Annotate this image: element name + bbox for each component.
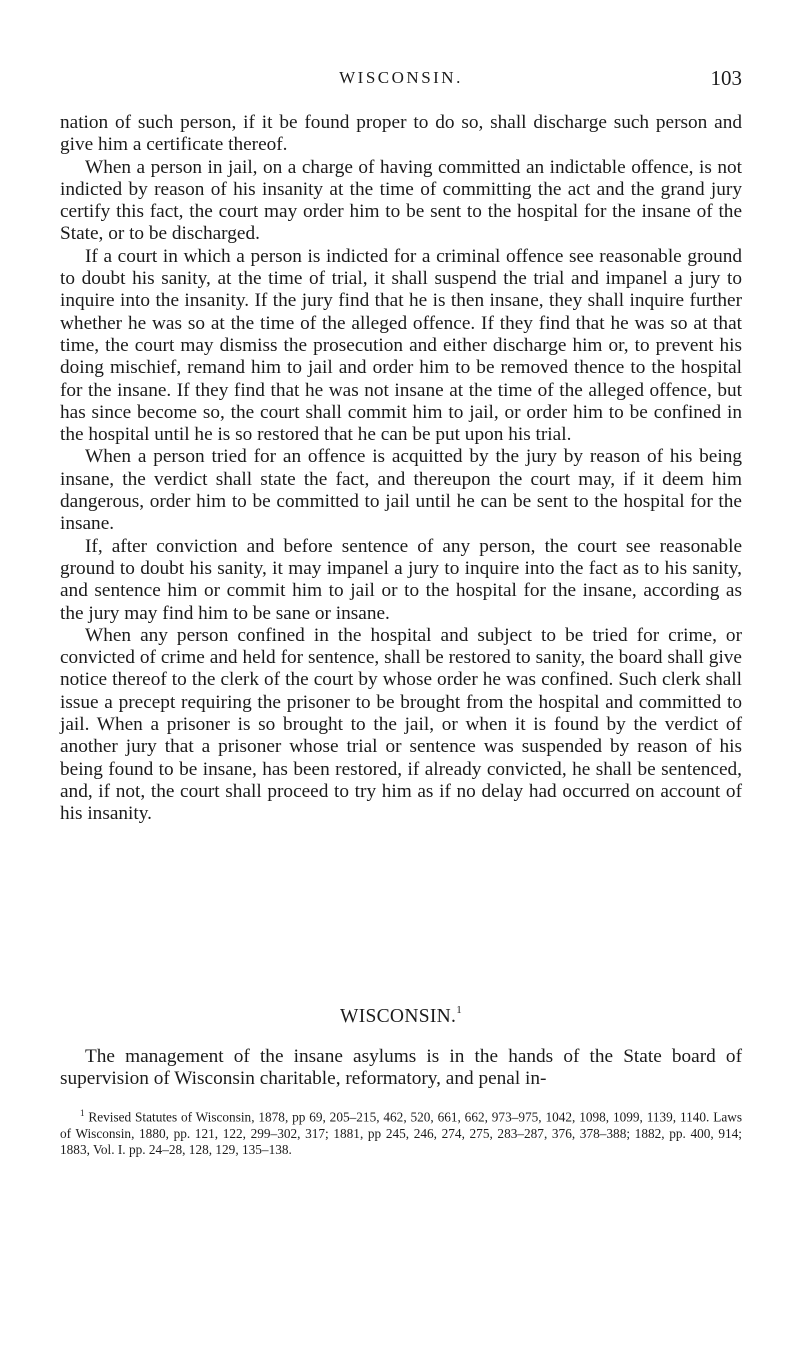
footnote [60, 1105, 742, 1159]
footnote-marker: 1 [80, 1108, 85, 1118]
section-heading [60, 1006, 742, 1028]
footnote-text: Revised Statutes of Wisconsin, 1878, pp 69, 205–215, 462, 520, 661, 662, 973–975, 1042, 1098, 1099, 1139, 1140. Laws of Wisconsin, 1880, pp. 121, 122, 299–302, 317; 1881, pp 245, 246, 274, 275, 283–287, 376, 378–388; 1882, pp. 400, 914; 1883, Vol. I. pp. 24–28, 128, 129, 135–138. [60, 1109, 743, 1158]
section-heading-text: WISCONSIN. [339, 1006, 457, 1027]
running-title: WISCONSIN. [339, 68, 463, 87]
paragraph: When any person confined in the hospital and subject to be tried for crime, or convicted of crime and held for sentence, shall be restored to sanity, the board shall give notice thereof to the clerk of the court by whose order he was confined. Such clerk shall issue a precept requiring the prisoner to be brought from the hospital and committed to jail. When a prisoner is so brought to the jail, or when it is found by the verdict of another jury that a prisoner whose trial or sentence was suspended by reason of his being found to be insane, has been restored, if already convicted, he shall be sentenced, and, if not, the court shall proceed to try him as if no delay had occurred on account of his insanity. [60, 624, 742, 825]
paragraph-continued: nation of such person, if it be found proper to do so, shall discharge such person and give him a certificate thereof. [60, 112, 742, 156]
paragraph: When a person in jail, on a charge of having committed an indictable offence, is not indicted by reason of his insanity at the time of committing the act and the grand jury certify this fact, the court may order him to be sent to the hospital for the insane of the State, or to be discharged. [60, 156, 742, 245]
paragraph: The management of the insane asylums is in the hands of the State board of supervision of Wisconsin charitable, reformatory, and penal in- [60, 1046, 742, 1090]
running-head [60, 66, 742, 90]
footnote-reference: 1 [456, 1004, 463, 1016]
section-text [60, 1046, 742, 1091]
body-text [60, 112, 742, 826]
page-number: 103 [710, 66, 742, 90]
paragraph: When a person tried for an offence is acquitted by the jury by reason of his being insane, the verdict shall state the fact, and thereupon the court may, if it deem him dangerous, order him to be committed to jail until he can be sent to the hospital for the insane. [60, 446, 742, 535]
paragraph: If, after conviction and before sentence of any person, the court see reasonable ground to doubt his sanity, it may impanel a jury to inquire into the fact as to his sanity, and sentence him or commit him to jail or to the hospital for the insane, according as the jury may find him to be sane or insane. [60, 535, 742, 624]
paragraph: If a court in which a person is indicted for a criminal offence see reasonable ground to doubt his sanity, at the time of trial, it shall suspend the trial and impanel a jury to inquire into the insanity. If the jury find that he is then insane, they shall inquire further whether he was so at the time of the alleged offence. If they find that he was so at that time, the court may dismiss the prosecution and either discharge him or, to prevent his doing mischief, remand him to jail and order him to be removed thence to the hospital for the insane. If they find that he was not insane at the time of the alleged offence, but has since become so, the court shall commit him to jail, or order him to be confined in the hospital until he is so restored that he can be put upon his trial. [60, 245, 742, 446]
